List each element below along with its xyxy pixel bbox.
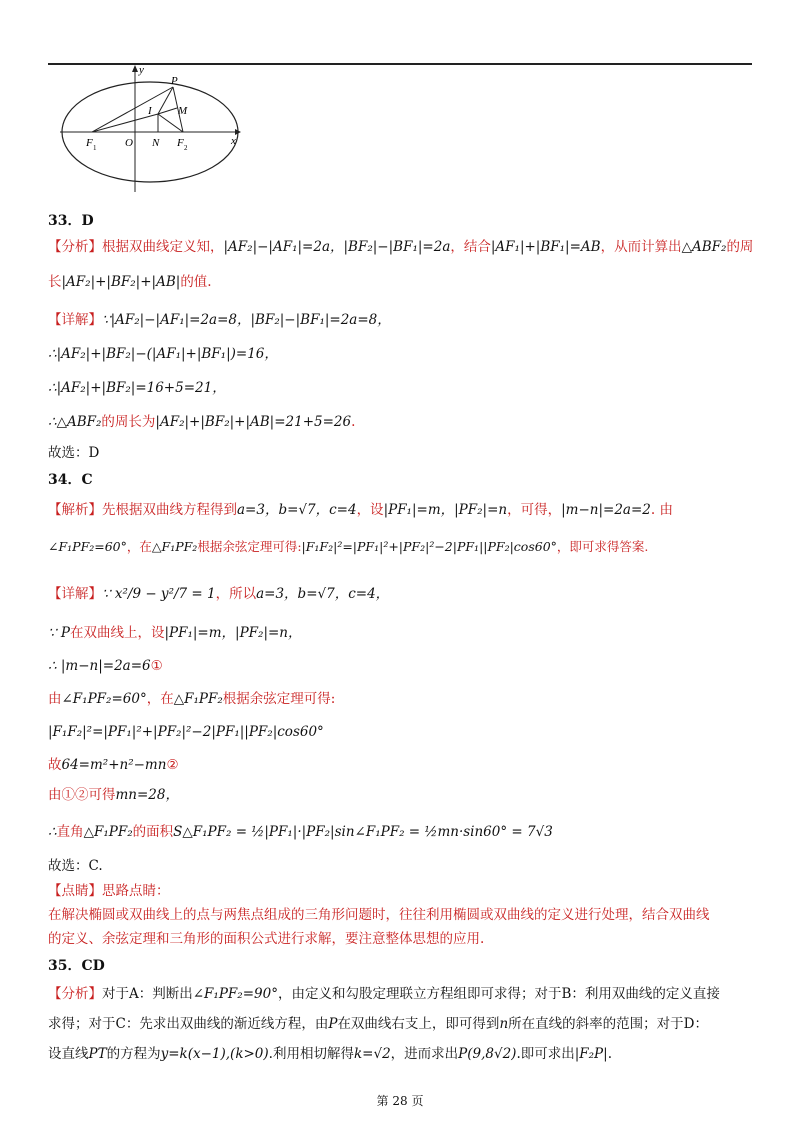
analysis-33-line1: 【分析】根据双曲线定义知，|AF₂|−|AF₁|=2a，|BF₂|−|BF₁|=2a，结合|AF₁|+|BF₁|=AB，从而计算出△ABF₂的周	[48, 239, 754, 255]
svg-text:O: O	[125, 137, 133, 149]
answer-33: 故选：D	[48, 445, 100, 461]
detail-33-line3: ∴|AF₂|+|BF₂|=16+5=21，	[48, 380, 226, 396]
svg-text:N: N	[152, 137, 160, 149]
tip-line2: 的定义、余弦定理和三角形的面积公式进行求解，要注意整体思想的应用.	[48, 931, 485, 947]
svg-text:2: 2	[184, 144, 188, 152]
analysis-34-line2: ∠F₁PF₂=60°，在△F₁PF₂根据余弦定理可得:|F₁F₂|²=|PF₁|²+|PF₂|²−2|PF₁||PF₂|cos60°，即可求得答案.	[48, 539, 649, 554]
svg-text:I: I	[148, 105, 152, 117]
detail-33-line2: ∴|AF₂|+|BF₂|−(|AF₁|+|BF₁|)=16，	[48, 346, 278, 362]
question-34-answer: 34．C	[48, 472, 93, 488]
detail-34-line6: 故64=m²+n²−mn②	[48, 757, 179, 773]
detail-34-line7: 由①②可得mn=28，	[48, 787, 179, 803]
analysis-35-line3: 设直线PT的方程为y=k(x−1),(k>0).利用相切解得k=√2，进而求出P(9,8√2).即可求出|F₂P|.	[48, 1046, 612, 1062]
svg-text:F: F	[177, 137, 184, 149]
y-axis-arrow	[132, 65, 138, 72]
tip-heading: 【点睛】思路点睛：	[48, 883, 170, 899]
ellipse-figure	[55, 62, 245, 197]
question-35-answer: 35．CD	[48, 958, 105, 974]
svg-text:1: 1	[93, 144, 97, 152]
analysis-35-line2: 求得；对于C：先求出双曲线的渐近线方程，由P在双曲线右支上，即可得到n所在直线的斜率的范围；对于D：	[48, 1016, 708, 1032]
svg-text:F: F	[86, 137, 93, 149]
analysis-35-line1: 【分析】对于A：判断出∠F₁PF₂=90°，由定义和勾股定理联立方程组即可求得；对于B：利用双曲线的定义直接	[48, 986, 720, 1002]
detail-34-line4: 由∠F₁PF₂=60°，在△F₁PF₂根据余弦定理可得:	[48, 691, 336, 707]
detail-34-line1: 【详解】∵ x²/9 − y²/7 = 1，所以a=3，b=√7，c=4，	[48, 586, 390, 602]
detail-34-line2: ∵ P在双曲线上，设|PF₁|=m，|PF₂|=n，	[48, 625, 302, 641]
analysis-33-line2: 长|AF₂|+|BF₂|+|AB|的值.	[48, 274, 212, 290]
svg-text:y: y	[139, 64, 144, 76]
question-33-answer: 33．D	[48, 213, 94, 229]
svg-text:M: M	[178, 105, 188, 117]
analysis-34-line1: 【解析】先根据双曲线方程得到a=3，b=√7，c=4，设|PF₁|=m，|PF₂|=n，可得，|m−n|=2a=2. 由	[48, 502, 673, 518]
page-number: 第 28 页	[376, 1094, 424, 1108]
detail-34-line5: |F₁F₂|²=|PF₁|²+|PF₂|²−2|PF₁||PF₂|cos60°	[48, 724, 324, 740]
svg-text:x: x	[231, 135, 236, 147]
detail-33-line4: ∴△ABF₂的周长为|AF₂|+|BF₂|+|AB|=21+5=26.	[48, 414, 356, 430]
svg-text:P: P	[171, 75, 178, 87]
detail-34-line8: ∴直角△F₁PF₂的面积S△F₁PF₂ = ½|PF₁|·|PF₂|sin∠F₁PF₂ = ½mn·sin60° = 7√3	[48, 824, 553, 840]
tip-line1: 在解决椭圆或双曲线上的点与两焦点组成的三角形问题时，往往利用椭圆或双曲线的定义进行处理，结合双曲线	[48, 907, 710, 923]
detail-34-line3: ∴ |m−n|=2a=6①	[48, 658, 163, 674]
answer-34: 故选：C.	[48, 858, 103, 874]
detail-33-line1: 【详解】∵|AF₂|−|AF₁|=2a=8，|BF₂|−|BF₁|=2a=8，	[48, 312, 391, 328]
